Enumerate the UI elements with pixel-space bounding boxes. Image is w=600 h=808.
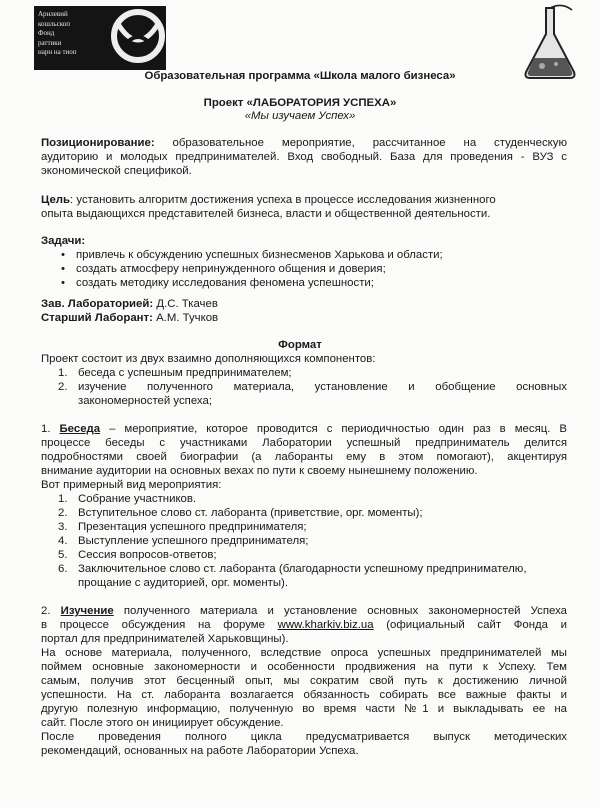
logo-emblem-icon bbox=[104, 6, 166, 70]
study-para-1: На основе материала, полученного, вследствие опроса успешных предпринимателей мы bbox=[41, 647, 567, 659]
component-2-line-1: изучение полученного материала, установление и обобщение основных bbox=[78, 381, 567, 393]
format-heading: Формат bbox=[278, 339, 322, 351]
study-line-1: 2. Изучение полученного материала и установление основных закономерностей Успеха bbox=[41, 605, 567, 617]
task-item-1: привлечь к обсуждению успешных бизнесменов Харькова и области; bbox=[76, 249, 443, 261]
agenda-num: 4. bbox=[58, 535, 68, 547]
task-bullet: • bbox=[61, 263, 65, 275]
agenda-num: 3. bbox=[58, 521, 68, 533]
agenda-item-4: Выступление успешного предпринимателя; bbox=[78, 535, 309, 547]
study-line-2: в процессе обсуждения на форуме www.kharkiv.biz.ua (официальный сайт Фонда и bbox=[41, 619, 567, 631]
talk-line-4: внимание аудитории на основных вехах по пути к своему нынешнему положению. bbox=[41, 465, 478, 477]
study-para-2: поймем основные закономерности и особенности продвижения на пути к Успеху. Тем bbox=[41, 661, 567, 673]
agenda-item-6-cont: прощание с аудиторией, орг. моменты). bbox=[78, 577, 288, 589]
component-2-line-2: закономерностей успеха; bbox=[78, 395, 212, 407]
goal-line-1: Цель: установить алгоритм достижения успеха в процессе исследования жизненного bbox=[41, 194, 496, 206]
task-item-3: создать методику исследования феномена успешности; bbox=[76, 277, 374, 289]
lab-head: Зав. Лабораторией: Д.С. Ткачев bbox=[41, 298, 218, 310]
foundation-logo bbox=[34, 6, 166, 70]
study-para-3: самым, получив этот бесценный опыт, мы сократим свой путь к достижению личной bbox=[41, 675, 567, 687]
positioning-label: Позиционирование: bbox=[41, 137, 155, 149]
study-para-8: рекомендаций, основанных на работе Лаборатории Успеха. bbox=[41, 745, 359, 757]
program-title: Образовательная программа «Школа малого бизнеса» bbox=[144, 70, 456, 82]
task-bullet: • bbox=[61, 277, 65, 289]
project-motto: «Мы изучаем Успех» bbox=[244, 110, 356, 122]
talk-line-3: подробностями своей биографии (а лаборанты ему в этом помогают), акцентируя bbox=[41, 451, 567, 463]
positioning-line-3: экономической спецификой. bbox=[41, 165, 192, 177]
forum-link[interactable]: www.kharkiv.biz.ua bbox=[277, 619, 374, 631]
agenda-intro: Вот примерный вид мероприятия: bbox=[41, 479, 222, 491]
agenda-num: 2. bbox=[58, 507, 68, 519]
positioning-line-1: Позиционирование: образовательное мероприятие, рассчитанное на студенческую bbox=[41, 137, 567, 149]
agenda-item-3: Презентация успешного предпринимателя; bbox=[78, 521, 307, 533]
positioning-line-2: аудиторию и молодых предпринимателей. Вход свободный. База для проведения - ВУЗ с bbox=[41, 151, 567, 163]
study-label: Изучение bbox=[60, 605, 114, 617]
task-item-2: создать атмосферу непринужденного общения и доверия; bbox=[76, 263, 386, 275]
project-title: Проект «ЛАБОРАТОРИЯ УСПЕХА» bbox=[203, 97, 397, 109]
agenda-item-5: Сессия вопросов-ответов; bbox=[78, 549, 217, 561]
senior-assistant: Старший Лаборант: А.М. Тучков bbox=[41, 312, 219, 324]
goal-line-2: опыта выдающихся представителей бизнеса, власти и общественной деятельности. bbox=[41, 208, 491, 220]
study-para-4: успешности. На ст. лаборанта возлагается обязанность собирать все важные факты и bbox=[41, 689, 567, 701]
study-line-3: портал для предпринимателей Харьковщины). bbox=[41, 633, 289, 645]
component-num-2: 2. bbox=[58, 381, 68, 393]
component-num-1: 1. bbox=[58, 367, 68, 379]
study-para-6: сайт. После этого он инициирует обсуждение. bbox=[41, 717, 284, 729]
tasks-label: Задачи: bbox=[41, 235, 86, 247]
logo-text: Арнлевий кошльскоп Фонд раттики нарн на тиоп bbox=[38, 10, 77, 56]
agenda-item-1: Собрание участников. bbox=[78, 493, 197, 505]
agenda-num: 5. bbox=[58, 549, 68, 561]
goal-label: Цель bbox=[41, 194, 71, 206]
talk-line-2: процессе беседы с участниками Лаборатории успешный предприниматель делится bbox=[41, 437, 567, 449]
talk-label: Беседа bbox=[59, 423, 101, 435]
task-bullet: • bbox=[61, 249, 65, 261]
agenda-item-6: Заключительное слово ст. лаборанта (благодарности успешному предпринимателю, bbox=[78, 563, 527, 575]
agenda-item-2: Вступительное слово ст. лаборанта (приветствие, орг. моменты); bbox=[78, 507, 423, 519]
agenda-num: 6. bbox=[58, 563, 68, 575]
agenda-num: 1. bbox=[58, 493, 68, 505]
study-para-7: После проведения полного цикла предусматривается выпуск методических bbox=[41, 731, 567, 743]
talk-line-1: 1. Беседа – мероприятие, которое проводится с периодичностью один раз в месяц. В bbox=[41, 423, 567, 435]
study-para-5: другую полезную информацию, полученную во время части №1 и выкладывать ее на bbox=[41, 703, 567, 715]
format-intro: Проект состоит из двух взаимно дополняющихся компонентов: bbox=[41, 353, 376, 365]
component-1: беседа с успешным предпринимателем; bbox=[78, 367, 292, 379]
